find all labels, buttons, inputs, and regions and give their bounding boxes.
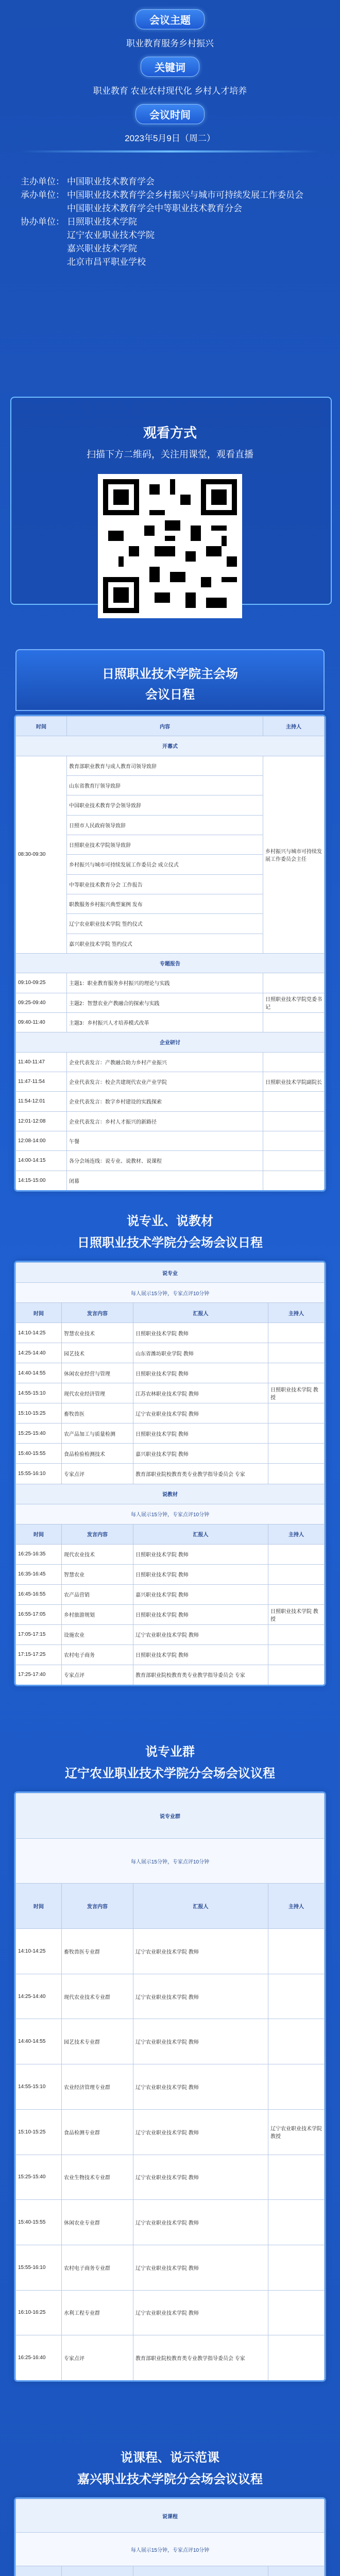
- table-row: [16, 1444, 325, 1464]
- table-row: [16, 2019, 325, 2064]
- content-cell: 教育部职业教育与成人教育司领导致辞: [67, 756, 263, 775]
- section-row: [16, 736, 325, 756]
- content-cell: 企业代表发言：数字乡村建设的实践探索: [67, 1092, 263, 1111]
- reporter-cell: 辽宁农业职业技术学院 教师: [133, 2245, 268, 2290]
- keywords-text: 职业教育 农业农村现代化 乡村人才培养: [93, 86, 247, 96]
- table-header-cell: 时间: [16, 1303, 62, 1323]
- organizer-label: 主办单位：: [21, 177, 64, 187]
- content-cell: 主题2：智慧农业产教融合的探索与实践: [67, 993, 263, 1012]
- content-cell: 现代农业经济管理: [62, 1383, 133, 1403]
- liaoning-panel: [15, 1793, 325, 2380]
- table-row: [16, 1604, 325, 1624]
- content-cell: 企业代表发言：乡村人才振兴的新路径: [67, 1111, 263, 1131]
- host-cell: 辽宁农业职业技术学院 教授: [268, 2109, 325, 2155]
- host-cell: [268, 1564, 325, 1584]
- host-cell: [263, 1171, 325, 1190]
- table-row: [16, 993, 325, 1012]
- liaoning-title1: 说专业群: [145, 1745, 195, 1759]
- time-cell: 16:55-17:05: [16, 1604, 62, 1624]
- content-cell: 农村电子商务专业群: [62, 2245, 133, 2290]
- time-cell: 14:10-14:25: [16, 1929, 62, 1974]
- rizhao-sub-table: [15, 1262, 325, 1685]
- table-row: [16, 1423, 325, 1444]
- table-header-cell: 时间: [16, 1524, 62, 1544]
- section-row: [16, 1484, 325, 1504]
- section-row: [16, 1032, 325, 1052]
- host-cell: [263, 973, 325, 993]
- table-row: [16, 2155, 325, 2200]
- reporter-cell: 日照职业技术学院 教师: [133, 1645, 268, 1665]
- host-cell: [268, 1544, 325, 1564]
- content-cell: 日照市人民政府领导致辞: [67, 815, 263, 835]
- host-cell: 日照职业技术学院副院长: [263, 1072, 325, 1091]
- host-cell: [268, 1444, 325, 1464]
- time-cell: 12:08-14:00: [16, 1131, 67, 1150]
- host-cell: [263, 1092, 325, 1111]
- table-header-cell: [268, 2566, 325, 2576]
- section-row: [16, 2499, 325, 2533]
- organizer-line: [21, 189, 319, 202]
- organizer-line: [21, 229, 319, 242]
- time-cell: 11:47-11:54: [16, 1072, 67, 1091]
- reporter-cell: 江苏农林职业技术学院 教师: [133, 1383, 268, 1403]
- section-cell: 专题报告: [16, 953, 325, 973]
- reporter-cell: 辽宁农业职业技术学院 教师: [133, 1974, 268, 2019]
- content-cell: 闭幕: [67, 1171, 263, 1190]
- table-header-row: [16, 1884, 325, 1929]
- table-header-cell: [16, 2566, 62, 2576]
- section-cell: 开幕式: [16, 736, 325, 756]
- time-cell: 15:40-15:55: [16, 2200, 62, 2245]
- table-header-cell: [62, 2566, 133, 2576]
- content-cell: 农业经济管理专业群: [62, 2064, 133, 2110]
- reporter-cell: 辽宁农业职业技术学院 教师: [133, 2155, 268, 2200]
- section-row: [16, 1263, 325, 1283]
- table-header-row: [16, 2566, 325, 2576]
- time-cell: 14:55-15:10: [16, 1383, 62, 1403]
- section-cell: 说课程: [16, 2499, 325, 2533]
- table-row: [16, 2245, 325, 2290]
- time-cell: 15:55-16:10: [16, 2245, 62, 2290]
- table-row: [16, 1564, 325, 1584]
- table-header-cell: 主持人: [268, 1303, 325, 1323]
- content-cell: 智慧农业技术: [62, 1323, 133, 1343]
- organizer-value: 中国职业技术教育学会: [67, 177, 155, 187]
- table-row: [16, 1131, 325, 1150]
- organizer-value: 中国职业技术教育学会乡村振兴与城市可持续发展工作委员会: [67, 190, 303, 200]
- time-label: 会议时间: [135, 104, 205, 124]
- content-cell: 各分会场连线：说专业、说教材、说课程: [67, 1151, 263, 1171]
- content-cell: 园艺技术专业群: [62, 2019, 133, 2064]
- content-cell: 畜牧兽医专业群: [62, 1929, 133, 1974]
- organizer-label: [21, 202, 67, 215]
- organizer-line: [21, 242, 319, 256]
- time-cell: 14:40-14:55: [16, 1363, 62, 1383]
- content-cell: 农产品营销: [62, 1584, 133, 1604]
- section-row: [16, 2533, 325, 2566]
- table-header-cell: 主持人: [263, 717, 325, 736]
- content-cell: 农产品加工与质量检测: [62, 1423, 133, 1444]
- organizer-label: [21, 242, 67, 256]
- host-cell: [268, 1624, 325, 1645]
- table-header-cell: [133, 2566, 268, 2576]
- section-row: [16, 1793, 325, 1839]
- time-cell: 16:45-16:55: [16, 1584, 62, 1604]
- host-cell: [268, 2245, 325, 2290]
- time-cell: 15:10-15:25: [16, 2109, 62, 2155]
- host-cell: 日照职业技术学院党委书记: [263, 993, 325, 1012]
- section-row: [16, 953, 325, 973]
- host-cell: [263, 1151, 325, 1171]
- reporter-cell: 辽宁农业职业技术学院 教师: [133, 1624, 268, 1645]
- table-row: [16, 1645, 325, 1665]
- table-header-cell: 时间: [16, 1884, 62, 1929]
- liaoning-table: [15, 1793, 325, 2380]
- section-row: [16, 1838, 325, 1884]
- reporter-cell: 日照职业技术学院 教师: [133, 1363, 268, 1383]
- time-cell: 14:15-15:00: [16, 1171, 67, 1190]
- reporter-cell: 教育部职业院校教育类专业教学指导委员会 专家: [133, 2335, 268, 2380]
- section-cell: 每人展示15分钟，专家点评10分钟: [16, 2533, 325, 2566]
- keywords-label: 关键词: [141, 57, 199, 77]
- table-row: [16, 2064, 325, 2110]
- table-header-cell: 时间: [16, 717, 67, 736]
- table-header-row: [16, 717, 325, 736]
- organizer-value: 辽宁农业职业技术学院: [67, 230, 155, 240]
- time-cell: 16:25-16:35: [16, 1544, 62, 1564]
- reporter-cell: 教育部职业院校教育类专业教学指导委员会 专家: [133, 1665, 268, 1685]
- time-cell: 09:10-09:25: [16, 973, 67, 993]
- rizhao-title1: 日照职业技术学院主会场: [102, 667, 238, 681]
- reporter-cell: 辽宁农业职业技术学院 教师: [133, 1929, 268, 1974]
- section-cell: 说教材: [16, 1484, 325, 1504]
- organizer-label: 承办单位：: [21, 190, 64, 200]
- time-cell: 16:10-16:25: [16, 2290, 62, 2335]
- content-cell: 农业生物技术专业群: [62, 2155, 133, 2200]
- content-cell: 乡村旅游规划: [62, 1604, 133, 1624]
- content-cell: 嘉兴职业技术学院 签约仪式: [67, 934, 263, 953]
- section-row: [16, 1504, 325, 1524]
- time-cell: 15:40-15:55: [16, 1444, 62, 1464]
- host-cell: [268, 1323, 325, 1343]
- reporter-cell: 日照职业技术学院 教师: [133, 1604, 268, 1624]
- watch-desc: 扫描下方二维码，关注用课堂，观看直播: [87, 449, 253, 460]
- table-row: [16, 1665, 325, 1685]
- section-cell: 每人展示15分钟，专家点评10分钟: [16, 1838, 325, 1884]
- host-cell: [268, 1645, 325, 1665]
- divider: [21, 150, 319, 152]
- content-cell: 山东省教育厅领导致辞: [67, 775, 263, 795]
- time-cell: 16:35-16:45: [16, 1564, 62, 1584]
- content-cell: 园艺技术: [62, 1343, 133, 1363]
- reporter-cell: 日照职业技术学院 教师: [133, 1544, 268, 1564]
- theme-label: 会议主题: [135, 9, 205, 29]
- time-cell: 17:05-17:15: [16, 1624, 62, 1645]
- qr-icon: [98, 474, 242, 618]
- content-cell: 日照职业技术学院领导致辞: [67, 835, 263, 854]
- section-cell: 说专业: [16, 1263, 325, 1283]
- reporter-cell: 日照职业技术学院 教师: [133, 1323, 268, 1343]
- time-cell: 09:40-11:40: [16, 1012, 67, 1032]
- content-cell: 现代农业技术: [62, 1544, 133, 1564]
- host-cell: [263, 1131, 325, 1150]
- table-row: [16, 1544, 325, 1564]
- table-row: [16, 1052, 325, 1072]
- time-cell: 11:54-12:01: [16, 1092, 67, 1111]
- jiaxing-title2: 嘉兴职业技术学院分会场会议议程: [77, 2472, 263, 2486]
- table-row: [16, 1092, 325, 1111]
- table-row: [16, 1151, 325, 1171]
- organizer-line: [21, 175, 319, 189]
- organizer-value: 日照职业技术学院: [67, 217, 137, 227]
- time-cell: 14:00-14:15: [16, 1151, 67, 1171]
- jiaxing-table: [15, 2499, 325, 2576]
- content-cell: 设施农业: [62, 1624, 133, 1645]
- content-cell: 休闲农业专业群: [62, 2200, 133, 2245]
- reporter-cell: 嘉兴职业技术学院 教师: [133, 1444, 268, 1464]
- content-cell: 现代农业技术专业群: [62, 1974, 133, 2019]
- table-row: [16, 2200, 325, 2245]
- section-cell: 每人展示15分钟，专家点评10分钟: [16, 1504, 325, 1524]
- time-cell: 14:10-14:25: [16, 1323, 62, 1343]
- table-row: [16, 1111, 325, 1131]
- content-cell: 畜牧兽医: [62, 1403, 133, 1423]
- organizer-line: [21, 256, 319, 269]
- rizhao-sub-title1: 说专业、说教材: [127, 1214, 213, 1228]
- table-header-cell: 发言内容: [62, 1884, 133, 1929]
- content-cell: 中国职业技术教育学会领导致辞: [67, 795, 263, 815]
- host-cell: [268, 1343, 325, 1363]
- host-cell: [263, 1012, 325, 1032]
- organizer-value: 中国职业技术教育学会中等职业技术教育分会: [67, 204, 242, 213]
- organizer-value: 北京市昌平职业学校: [67, 257, 146, 267]
- content-cell: 主题1：职业教育服务乡村振兴的理论与实践: [67, 973, 263, 993]
- organizer-list: [21, 175, 319, 269]
- table-row: [16, 1464, 325, 1484]
- host-cell: 乡村振兴与城市可持续发展工作委员会主任: [263, 756, 325, 953]
- table-row: [16, 1072, 325, 1091]
- reporter-cell: 日照职业技术学院 教师: [133, 1564, 268, 1584]
- organizer-line: [21, 215, 319, 229]
- content-cell: 水利工程专业群: [62, 2290, 133, 2335]
- host-cell: [268, 1665, 325, 1685]
- content-cell: 专家点评: [62, 1464, 133, 1484]
- time-cell: 14:25-14:40: [16, 1974, 62, 2019]
- section-cell: 企业研讨: [16, 1032, 325, 1052]
- table-header-cell: 主持人: [268, 1884, 325, 1929]
- content-cell: 休闲农业经营与管理: [62, 1363, 133, 1383]
- reporter-cell: 辽宁农业职业技术学院 教师: [133, 2290, 268, 2335]
- table-row: [16, 1343, 325, 1363]
- table-row: [16, 1012, 325, 1032]
- content-cell: 食品检验检测技术: [62, 1444, 133, 1464]
- time-cell: 15:25-15:40: [16, 2155, 62, 2200]
- time-cell: 14:25-14:40: [16, 1343, 62, 1363]
- content-cell: 中等职业技术教育分会 工作报告: [67, 874, 263, 894]
- host-cell: [268, 2200, 325, 2245]
- table-row: [16, 1929, 325, 1974]
- host-cell: [268, 1929, 325, 1974]
- table-row: [16, 1624, 325, 1645]
- jiaxing-title1: 说课程、说示范课: [121, 2451, 219, 2465]
- reporter-cell: 教育部职业院校教育类专业教学指导委员会 专家: [133, 1464, 268, 1484]
- time-cell: 12:01-12:08: [16, 1111, 67, 1131]
- reporter-cell: 嘉兴职业技术学院 教师: [133, 1584, 268, 1604]
- time-cell: 17:25-17:40: [16, 1665, 62, 1685]
- organizer-label: 协办单位：: [21, 217, 64, 227]
- theme-text: 职业教育服务乡村振兴: [126, 39, 214, 48]
- content-cell: 农村电子商务: [62, 1645, 133, 1665]
- time-text: 2023年5月9日（周二）: [125, 133, 215, 143]
- time-cell: 15:55-16:10: [16, 1464, 62, 1484]
- time-cell: 14:40-14:55: [16, 2019, 62, 2064]
- host-cell: [268, 2335, 325, 2380]
- content-cell: 企业代表发言：校企共建现代农业产业学院: [67, 1072, 263, 1091]
- table-row: [16, 1974, 325, 2019]
- rizhao-title2: 会议日程: [145, 688, 195, 702]
- rizhao-sub-title2: 日照职业技术学院分会场会议日程: [77, 1236, 263, 1250]
- section-cell: 每人展示15分钟，专家点评10分钟: [16, 1283, 325, 1303]
- section-row: [16, 1283, 325, 1303]
- host-cell: 日照职业技术学院 教授: [268, 1383, 325, 1403]
- table-row: [16, 756, 325, 775]
- table-row: [16, 1171, 325, 1190]
- organizer-line: [21, 202, 319, 215]
- table-header-row: [16, 1303, 325, 1323]
- table-row: [16, 1403, 325, 1423]
- time-cell: 17:15-17:25: [16, 1645, 62, 1665]
- organizer-label: [21, 256, 67, 269]
- host-cell: [268, 1423, 325, 1444]
- jiaxing-panel: [15, 2499, 325, 2576]
- content-cell: 专家点评: [62, 1665, 133, 1685]
- table-row: [16, 1323, 325, 1343]
- table-header-cell: 汇报人: [133, 1884, 268, 1929]
- table-row: [16, 2290, 325, 2335]
- content-cell: 主题3：乡村振兴人才培养模式改革: [67, 1012, 263, 1032]
- reporter-cell: 辽宁农业职业技术学院 教师: [133, 1403, 268, 1423]
- table-header-row: [16, 1524, 325, 1544]
- table-header-cell: 发言内容: [62, 1524, 133, 1544]
- content-cell: 职教服务乡村振兴典型案例 发布: [67, 894, 263, 913]
- reporter-cell: 日照职业技术学院 教师: [133, 1423, 268, 1444]
- time-cell: 16:25-16:40: [16, 2335, 62, 2380]
- table-row: [16, 1383, 325, 1403]
- table-header-cell: 内容: [67, 717, 263, 736]
- host-cell: [268, 1464, 325, 1484]
- content-cell: 食品检测专业群: [62, 2109, 133, 2155]
- liaoning-title2: 辽宁农业职业技术学院分会场会议议程: [65, 1767, 275, 1781]
- host-cell: [268, 1403, 325, 1423]
- content-cell: 乡村振兴与城市可持续发展工作委员会 成立仪式: [67, 855, 263, 874]
- rizhao-banner: [15, 649, 325, 711]
- time-cell: 14:55-15:10: [16, 2064, 62, 2110]
- organizer-value: 嘉兴职业技术学院: [67, 244, 137, 253]
- table-row: [16, 1584, 325, 1604]
- organizer-label: [21, 229, 67, 242]
- table-row: [16, 2109, 325, 2155]
- table-row: [16, 2335, 325, 2380]
- host-cell: [268, 2064, 325, 2110]
- time-cell: 11:40-11:47: [16, 1052, 67, 1072]
- time-cell: 09:25-09:40: [16, 993, 67, 1012]
- host-cell: [263, 1111, 325, 1131]
- content-cell: 专家点评: [62, 2335, 133, 2380]
- qr-code[interactable]: [98, 474, 242, 618]
- host-cell: [263, 1052, 325, 1072]
- rizhao-sub-panel: [15, 1262, 325, 1685]
- host-cell: [268, 1363, 325, 1383]
- table-header-cell: 汇报人: [133, 1524, 268, 1544]
- reporter-cell: 辽宁农业职业技术学院 教师: [133, 2200, 268, 2245]
- watch-title: 观看方式: [143, 425, 197, 440]
- table-row: [16, 1363, 325, 1383]
- reporter-cell: 辽宁农业职业技术学院 教师: [133, 2019, 268, 2064]
- host-cell: 日照职业技术学院 教授: [268, 1604, 325, 1624]
- content-cell: 午餐: [67, 1131, 263, 1150]
- rizhao-table-panel: [15, 716, 325, 1190]
- table-header-cell: 汇报人: [133, 1303, 268, 1323]
- content-cell: 辽宁农业职业技术学院 签约仪式: [67, 914, 263, 934]
- host-cell: [268, 2290, 325, 2335]
- host-cell: [268, 1584, 325, 1604]
- content-cell: 企业代表发言：产教融合助力乡村产业振兴: [67, 1052, 263, 1072]
- host-cell: [268, 1974, 325, 2019]
- table-row: [16, 973, 325, 993]
- time-cell: 15:10-15:25: [16, 1403, 62, 1423]
- host-cell: [268, 2019, 325, 2064]
- time-cell: 08:30-09:30: [16, 756, 67, 953]
- reporter-cell: 辽宁农业职业技术学院 教师: [133, 2109, 268, 2155]
- section-cell: 说专业群: [16, 1793, 325, 1839]
- host-cell: [268, 2155, 325, 2200]
- table-header-cell: 发言内容: [62, 1303, 133, 1323]
- time-cell: 15:25-15:40: [16, 1423, 62, 1444]
- reporter-cell: 山东省潍坊职业学院 教师: [133, 1343, 268, 1363]
- reporter-cell: 辽宁农业职业技术学院 教师: [133, 2064, 268, 2110]
- content-cell: 智慧农业: [62, 1564, 133, 1584]
- table-header-cell: 主持人: [268, 1524, 325, 1544]
- rizhao-schedule-table: [15, 716, 325, 1190]
